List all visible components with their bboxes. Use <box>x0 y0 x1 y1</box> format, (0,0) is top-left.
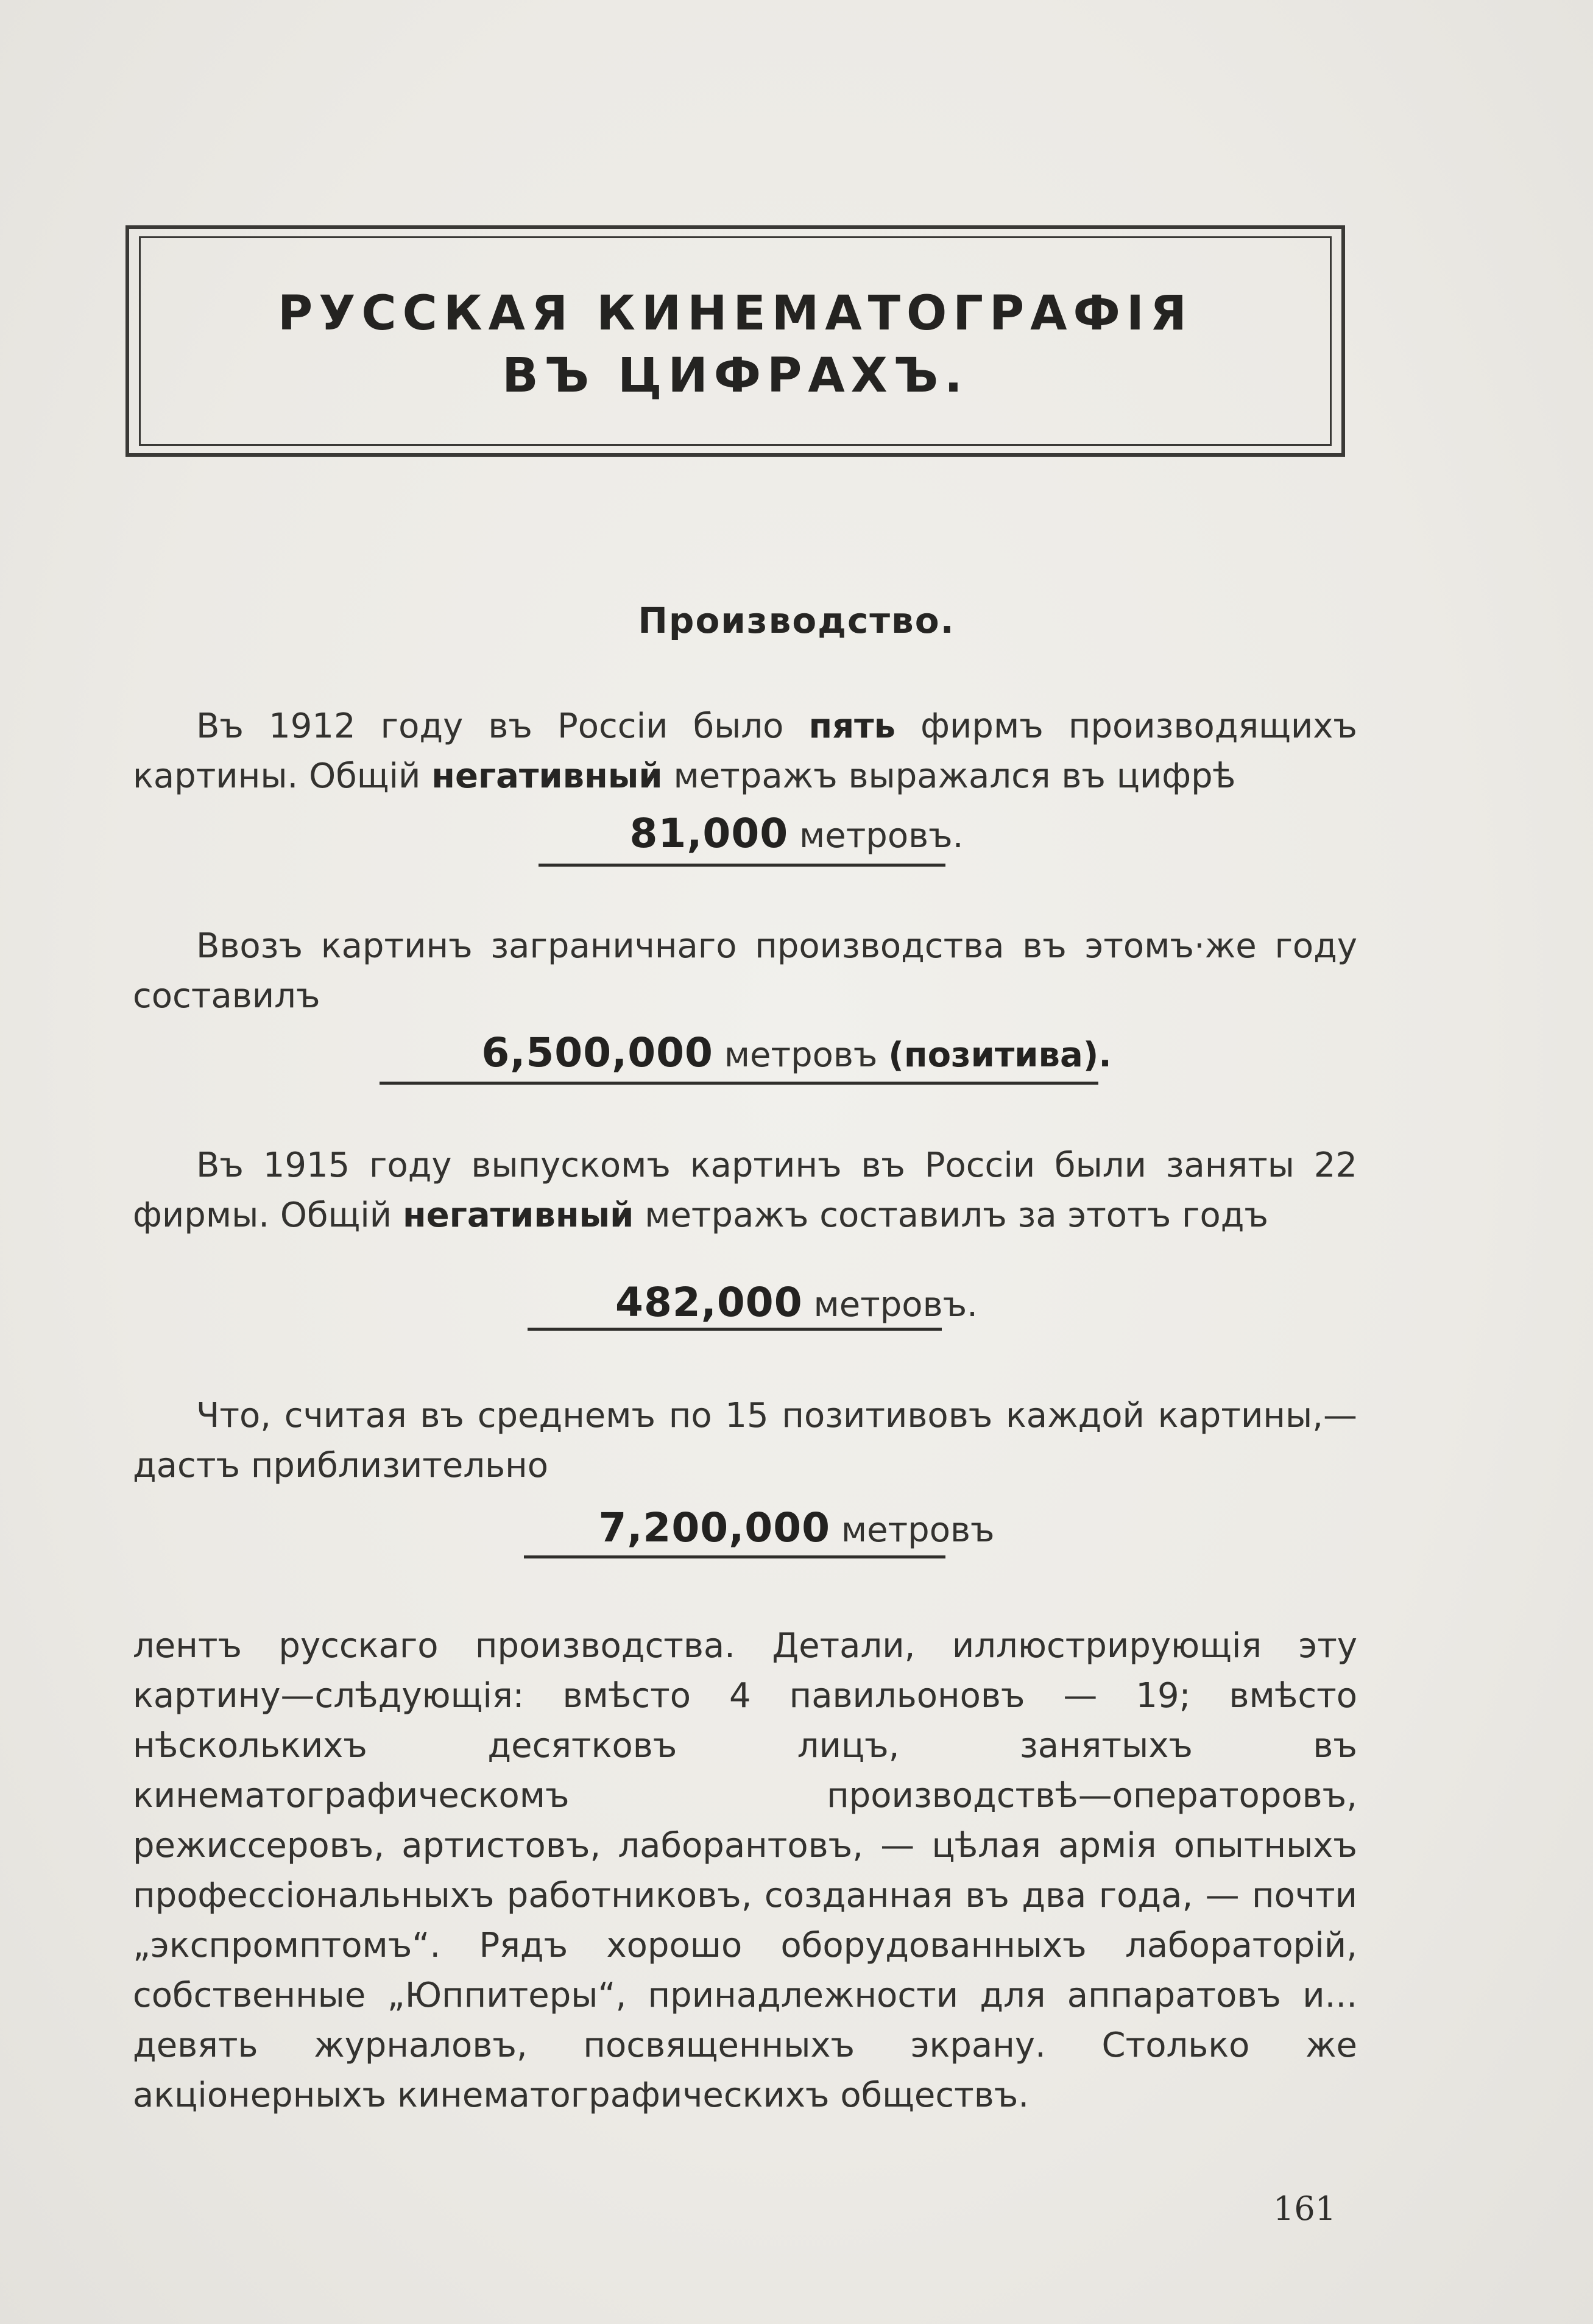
title-frame <box>125 225 1345 457</box>
figure-positives-unit: метровъ <box>830 1510 995 1550</box>
paragraph-1912-bold-1: пять <box>808 706 896 746</box>
figure-import <box>0 1029 1593 1076</box>
figure-negative-1915-underline <box>528 1328 942 1331</box>
figure-negative-1915-unit: метровъ. <box>802 1285 978 1325</box>
page-number: 161 <box>1273 2189 1337 2228</box>
figure-negative-1915-value: 482,000 <box>615 1279 803 1326</box>
paragraph-import: Ввозъ картинъ заграничнаго производства въ этомъ·же году составилъ <box>133 926 1357 1016</box>
paragraph-1915-text-1: Въ 1915 году выпускомъ картинъ въ Россiи были заняты 22 фирмы. Общiй <box>133 1146 1357 1235</box>
figure-negative-1912 <box>0 810 1593 857</box>
paragraph-details: лентъ русскаго производства. Детали, иллюстрирующiя эту картину—слѣдующiя: вмѣсто 4 павильоновъ — 19; вмѣсто нѣсколькихъ десятковъ лицъ, занятыхъ въ кинематографическомъ производствѣ—операторовъ, режиссеровъ, артистовъ, лаборантовъ, — цѣлая армiя опытныхъ профессiональныхъ работниковъ, созданная въ два года, — почти „экспромптомъ“. Рядъ хорошо оборудованныхъ лабораторiй, собственные „Юппитеры“, принадлежности для аппаратовъ и... девять журналовъ, посвященныхъ экрану. Столько же акцiонерныхъ кинематографическихъ обществъ. <box>133 1626 1357 2115</box>
title-line-1: РУССКАЯ КИНЕМАТОГРАФІЯ <box>278 286 1193 341</box>
figure-negative-1912-unit: метровъ. <box>788 816 964 856</box>
paragraph-1915-bold: негативный <box>403 1195 634 1235</box>
figure-positives <box>0 1504 1593 1551</box>
section-heading: Производство. <box>638 600 955 641</box>
figure-positives-value: 7,200,000 <box>598 1504 831 1551</box>
figure-negative-1912-value: 81,000 <box>629 810 789 857</box>
paragraph-1912-text-3: метражъ выражался въ цифрѣ <box>662 756 1236 796</box>
paragraph-1912 <box>133 702 1357 801</box>
paragraph-positives: Что, считая въ среднемъ по 15 позитивовъ каждой картины,—дастъ приблизительно <box>133 1396 1357 1485</box>
figure-negative-1915 <box>0 1279 1593 1326</box>
paragraph-1915 <box>133 1141 1357 1241</box>
figure-import-underline <box>380 1082 1098 1085</box>
paragraph-1912-text-2: фирмъ производящихъ картины. Общiй <box>133 706 1357 796</box>
figure-import-unit: метровъ <box>713 1035 889 1075</box>
figure-negative-1912-underline <box>539 864 945 867</box>
title-line-2: ВЪ ЦИФРАХЪ. <box>502 348 969 403</box>
figure-import-note: (позитива). <box>888 1035 1112 1075</box>
paragraph-1915-text-2: метражъ составилъ за этотъ годъ <box>634 1195 1269 1235</box>
paragraph-1912-text-1: Въ 1912 году въ Россiи было <box>196 706 809 746</box>
paragraph-1912-bold-2: негативный <box>431 756 663 796</box>
figure-positives-underline <box>524 1555 945 1558</box>
title-frame-inner-border <box>139 236 1332 446</box>
figure-import-value: 6,500,000 <box>481 1029 713 1076</box>
